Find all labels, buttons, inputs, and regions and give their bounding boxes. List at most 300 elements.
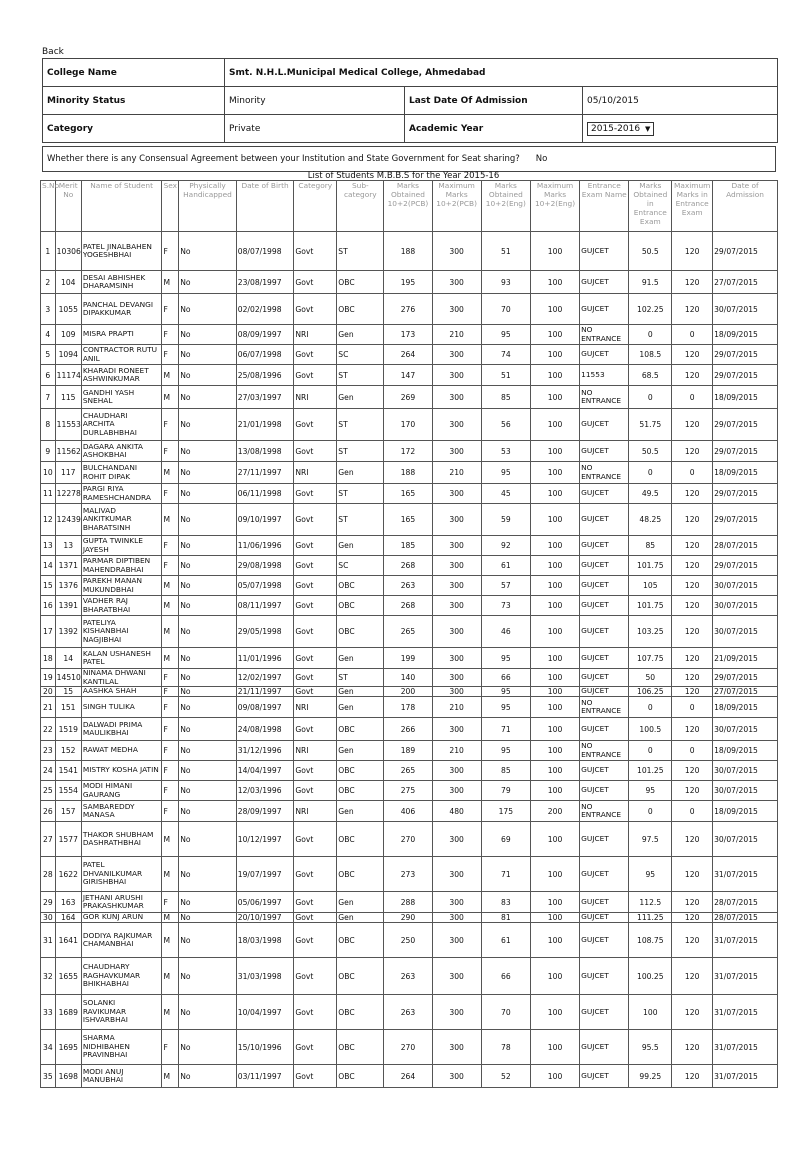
table-cell: PAREKH MANAN MUKUNDBHAI <box>81 576 162 596</box>
table-cell: No <box>179 271 237 294</box>
table-cell: Gen <box>337 741 384 761</box>
table-cell: 120 <box>672 718 713 741</box>
table-cell: 170 <box>384 409 432 441</box>
table-cell: 29/07/2015 <box>713 232 778 271</box>
table-cell: 18/09/2015 <box>713 801 778 822</box>
table-cell: Govt <box>294 913 337 923</box>
table-cell: 09/08/1997 <box>236 697 294 718</box>
table-cell: 35 <box>41 1065 56 1088</box>
table-cell: NO ENTRANCE <box>580 741 629 761</box>
table-cell: GUJCET <box>580 669 629 687</box>
table-cell: No <box>179 697 237 718</box>
table-cell: Gen <box>337 801 384 822</box>
table-row <box>41 232 778 271</box>
table-cell: 28/07/2015 <box>713 536 778 556</box>
list-title: List of Students M.B.B.S for the Year 2015-16 <box>307 171 500 181</box>
category-label: Category <box>43 115 225 143</box>
table-cell: F <box>162 801 179 822</box>
table-cell: F <box>162 345 179 365</box>
table-cell: 10306 <box>55 232 81 271</box>
table-cell: GUJCET <box>580 958 629 995</box>
table-cell: 19 <box>41 669 56 687</box>
table-cell: OBC <box>337 995 384 1030</box>
table-cell: 300 <box>432 923 481 958</box>
table-cell: 95.5 <box>629 1030 672 1065</box>
table-cell: 27/07/2015 <box>713 271 778 294</box>
table-cell: 4 <box>41 325 56 345</box>
table-cell: 29/07/2015 <box>713 345 778 365</box>
table-cell: No <box>179 958 237 995</box>
table-row <box>41 484 778 504</box>
table-cell: 0 <box>629 462 672 484</box>
table-cell: 288 <box>384 892 432 913</box>
table-cell: Govt <box>294 365 337 386</box>
table-cell: 106.25 <box>629 687 672 697</box>
table-cell: OBC <box>337 271 384 294</box>
table-cell: 95 <box>481 325 530 345</box>
table-cell: 100 <box>629 995 672 1030</box>
table-cell: ST <box>337 409 384 441</box>
table-row <box>41 801 778 822</box>
table-cell: No <box>179 741 237 761</box>
table-cell: Govt <box>294 556 337 576</box>
table-cell: 15 <box>55 687 81 697</box>
table-cell: 100 <box>530 995 579 1030</box>
table-cell: 100.5 <box>629 718 672 741</box>
table-row <box>41 596 778 616</box>
table-cell: GUJCET <box>580 857 629 892</box>
table-cell: No <box>179 462 237 484</box>
agreement-value: No <box>535 154 548 164</box>
table-cell: 18/09/2015 <box>713 386 778 409</box>
table-cell: 06/07/1998 <box>236 345 294 365</box>
table-cell: 29/07/2015 <box>713 409 778 441</box>
table-cell: 29/08/1998 <box>236 556 294 576</box>
table-cell: 30/07/2015 <box>713 576 778 596</box>
seat-sharing-agreement <box>42 146 776 172</box>
table-cell: M <box>162 576 179 596</box>
table-cell: Govt <box>294 923 337 958</box>
table-cell: 79 <box>481 781 530 801</box>
table-cell: GUJCET <box>580 1065 629 1088</box>
table-cell: CHAUDHARY RAGHAVKUMAR BHIKHABHAI <box>81 958 162 995</box>
table-cell: SOLANKI RAVIKUMAR ISHVARBHAI <box>81 995 162 1030</box>
column-header: Date of Birth <box>236 181 294 232</box>
table-cell: 269 <box>384 386 432 409</box>
table-cell: BULCHANDANI ROHIT DIPAK <box>81 462 162 484</box>
table-cell: F <box>162 232 179 271</box>
table-cell: 0 <box>672 462 713 484</box>
table-cell: 51.75 <box>629 409 672 441</box>
table-cell: 03/11/1997 <box>236 1065 294 1088</box>
table-cell: 1391 <box>55 596 81 616</box>
table-cell: Govt <box>294 1030 337 1065</box>
academic-year-select[interactable] <box>587 122 654 136</box>
table-cell: 100 <box>530 958 579 995</box>
table-cell: CONTRACTOR RUTU ANIL <box>81 345 162 365</box>
table-cell: Govt <box>294 576 337 596</box>
table-cell: 05/07/1998 <box>236 576 294 596</box>
college-info-table <box>42 58 778 143</box>
table-cell: 15 <box>41 576 56 596</box>
table-cell: 120 <box>672 648 713 669</box>
table-cell: 11174 <box>55 365 81 386</box>
table-cell: 120 <box>672 761 713 781</box>
table-cell: 3 <box>41 294 56 325</box>
table-cell: 30/07/2015 <box>713 294 778 325</box>
table-row <box>41 462 778 484</box>
table-cell: 300 <box>432 718 481 741</box>
table-cell: 68.5 <box>629 365 672 386</box>
table-cell: 100 <box>530 822 579 857</box>
table-cell: 1 <box>41 232 56 271</box>
table-cell: 74 <box>481 345 530 365</box>
table-cell: No <box>179 345 237 365</box>
table-cell: 100 <box>530 1030 579 1065</box>
table-cell: 120 <box>672 1065 713 1088</box>
table-cell: 52 <box>481 1065 530 1088</box>
column-header: Marks Obtained 10+2(Eng) <box>481 181 530 232</box>
academic-year-label: Academic Year <box>405 115 583 143</box>
table-cell: 200 <box>530 801 579 822</box>
back-link[interactable]: Back <box>42 47 64 57</box>
column-header: Category <box>294 181 337 232</box>
table-cell: 2 <box>41 271 56 294</box>
table-cell: Gen <box>337 536 384 556</box>
table-cell: 100 <box>530 697 579 718</box>
table-cell: PANCHAL DEVANGI DIPAKKUMAR <box>81 294 162 325</box>
table-cell: GUJCET <box>580 409 629 441</box>
table-cell: 152 <box>55 741 81 761</box>
table-cell: 120 <box>672 669 713 687</box>
table-row <box>41 648 778 669</box>
table-cell: 0 <box>629 386 672 409</box>
table-cell: No <box>179 781 237 801</box>
table-cell: 66 <box>481 669 530 687</box>
table-cell: 157 <box>55 801 81 822</box>
table-cell: 266 <box>384 718 432 741</box>
table-cell: 1689 <box>55 995 81 1030</box>
table-cell: 78 <box>481 1030 530 1065</box>
table-cell: GUJCET <box>580 1030 629 1065</box>
table-cell: 195 <box>384 271 432 294</box>
table-cell: Govt <box>294 232 337 271</box>
table-cell: RAWAT MEDHA <box>81 741 162 761</box>
table-cell: 189 <box>384 741 432 761</box>
table-cell: 100 <box>530 687 579 697</box>
table-cell: 23 <box>41 741 56 761</box>
table-cell: 18 <box>41 648 56 669</box>
table-cell: 120 <box>672 365 713 386</box>
table-cell: M <box>162 1065 179 1088</box>
table-cell: No <box>179 484 237 504</box>
table-cell: No <box>179 1030 237 1065</box>
table-cell: GUJCET <box>580 504 629 536</box>
table-cell: 120 <box>672 958 713 995</box>
table-cell: 199 <box>384 648 432 669</box>
table-row <box>41 761 778 781</box>
table-cell: 46 <box>481 616 530 648</box>
table-cell: ST <box>337 232 384 271</box>
table-cell: 100 <box>530 345 579 365</box>
table-cell: 29/07/2015 <box>713 441 778 462</box>
table-cell: 21/01/1998 <box>236 409 294 441</box>
table-cell: 21/11/1997 <box>236 687 294 697</box>
column-header: Sex <box>162 181 179 232</box>
table-cell: NO ENTRANCE <box>580 325 629 345</box>
table-body <box>41 232 778 1088</box>
table-cell: DAGARA ANKITA ASHOKBHAI <box>81 441 162 462</box>
table-cell: 31/12/1996 <box>236 741 294 761</box>
table-cell: 18/09/2015 <box>713 325 778 345</box>
table-cell: 270 <box>384 822 432 857</box>
table-cell: 25/08/1996 <box>236 365 294 386</box>
table-cell: 49.5 <box>629 484 672 504</box>
table-cell: 300 <box>432 857 481 892</box>
table-cell: GUJCET <box>580 536 629 556</box>
table-cell: 20/10/1997 <box>236 913 294 923</box>
table-cell: F <box>162 761 179 781</box>
table-cell: 112.5 <box>629 892 672 913</box>
table-cell: 120 <box>672 857 713 892</box>
table-cell: 100 <box>530 1065 579 1088</box>
table-cell: 95 <box>481 741 530 761</box>
table-cell: 20 <box>41 687 56 697</box>
table-cell: 50 <box>629 669 672 687</box>
table-cell: 29/07/2015 <box>713 669 778 687</box>
table-row <box>41 741 778 761</box>
table-cell: 0 <box>672 386 713 409</box>
table-cell: 101.25 <box>629 761 672 781</box>
table-cell: 26 <box>41 801 56 822</box>
table-row <box>41 365 778 386</box>
table-cell: Gen <box>337 913 384 923</box>
table-cell: GUJCET <box>580 718 629 741</box>
table-cell: 22 <box>41 718 56 741</box>
table-cell: 300 <box>432 781 481 801</box>
table-cell: 120 <box>672 232 713 271</box>
column-header: Physically Handicapped <box>179 181 237 232</box>
table-cell: 300 <box>432 1065 481 1088</box>
table-cell: 13/08/1998 <box>236 441 294 462</box>
table-cell: 27/07/2015 <box>713 687 778 697</box>
table-cell: 29 <box>41 892 56 913</box>
column-header: Marks Obtained 10+2(PCB) <box>384 181 432 232</box>
table-cell: No <box>179 857 237 892</box>
table-row <box>41 923 778 958</box>
table-cell: 120 <box>672 409 713 441</box>
table-cell: No <box>179 648 237 669</box>
column-header: Marks Obtained in Entrance Exam <box>629 181 672 232</box>
table-cell: No <box>179 718 237 741</box>
table-cell: DODIYA RAJKUMAR CHAMANBHAI <box>81 923 162 958</box>
table-cell: 100 <box>530 741 579 761</box>
table-cell: SHARMA NIDHIBAHEN PRAVINBHAI <box>81 1030 162 1065</box>
table-cell: 100 <box>530 857 579 892</box>
table-cell: No <box>179 669 237 687</box>
table-cell: 50.5 <box>629 232 672 271</box>
table-cell: 31/07/2015 <box>713 1065 778 1088</box>
table-cell: M <box>162 504 179 536</box>
table-cell: 10 <box>41 462 56 484</box>
table-cell: 08/11/1997 <box>236 596 294 616</box>
table-cell: 30/07/2015 <box>713 761 778 781</box>
table-cell: 08/07/1998 <box>236 232 294 271</box>
table-cell: 11/01/1996 <box>236 648 294 669</box>
table-cell: M <box>162 913 179 923</box>
table-cell: 31 <box>41 923 56 958</box>
table-cell: 24 <box>41 761 56 781</box>
table-cell: VADHER RAJ BHARATBHAI <box>81 596 162 616</box>
table-cell: 0 <box>629 741 672 761</box>
table-cell: 23/08/1997 <box>236 271 294 294</box>
table-cell: 66 <box>481 958 530 995</box>
table-cell: ST <box>337 365 384 386</box>
table-cell: 100 <box>530 616 579 648</box>
table-cell: 18/03/1998 <box>236 923 294 958</box>
table-row <box>41 345 778 365</box>
table-cell: 268 <box>384 596 432 616</box>
table-row <box>41 386 778 409</box>
table-cell: 12 <box>41 504 56 536</box>
table-row <box>41 781 778 801</box>
table-cell: NRI <box>294 325 337 345</box>
table-cell: DESAI ABHISHEK DHARAMSINH <box>81 271 162 294</box>
table-cell: Govt <box>294 892 337 913</box>
table-cell: GUJCET <box>580 596 629 616</box>
table-cell: 300 <box>432 913 481 923</box>
table-cell: Govt <box>294 761 337 781</box>
table-cell: 300 <box>432 648 481 669</box>
table-cell: NO ENTRANCE <box>580 386 629 409</box>
table-cell: 120 <box>672 616 713 648</box>
table-row <box>41 718 778 741</box>
academic-year-cell <box>583 115 778 143</box>
table-cell: 18/09/2015 <box>713 462 778 484</box>
table-cell: F <box>162 687 179 697</box>
table-cell: F <box>162 718 179 741</box>
table-cell: 300 <box>432 576 481 596</box>
table-cell: SAMBAREDDY MANASA <box>81 801 162 822</box>
table-cell: 30/07/2015 <box>713 596 778 616</box>
table-cell: 300 <box>432 596 481 616</box>
table-cell: No <box>179 365 237 386</box>
table-cell: NRI <box>294 741 337 761</box>
table-cell: PARMAR DIPTIBEN MAHENDRABHAI <box>81 556 162 576</box>
table-cell: ST <box>337 484 384 504</box>
table-cell: 1519 <box>55 718 81 741</box>
table-cell: No <box>179 232 237 271</box>
table-cell: 164 <box>55 913 81 923</box>
table-cell: 300 <box>432 294 481 325</box>
table-cell: M <box>162 616 179 648</box>
table-cell: 100 <box>530 325 579 345</box>
table-cell: 1695 <box>55 1030 81 1065</box>
table-cell: 28/07/2015 <box>713 892 778 913</box>
column-header: Merit No <box>55 181 81 232</box>
table-row <box>41 958 778 995</box>
table-cell: Govt <box>294 781 337 801</box>
table-cell: 147 <box>384 365 432 386</box>
table-cell: 1554 <box>55 781 81 801</box>
table-cell: No <box>179 995 237 1030</box>
table-cell: 31/03/1998 <box>236 958 294 995</box>
table-cell: Govt <box>294 995 337 1030</box>
table-cell: 300 <box>432 822 481 857</box>
table-cell: 10/04/1997 <box>236 995 294 1030</box>
table-cell: 300 <box>432 669 481 687</box>
table-cell: 120 <box>672 576 713 596</box>
table-cell: 14/04/1997 <box>236 761 294 781</box>
table-cell: OBC <box>337 596 384 616</box>
table-cell: 265 <box>384 616 432 648</box>
table-cell: 120 <box>672 345 713 365</box>
table-cell: 11553 <box>580 365 629 386</box>
column-header: Entrance Exam Name <box>580 181 629 232</box>
table-cell: 34 <box>41 1030 56 1065</box>
table-cell: M <box>162 386 179 409</box>
table-row <box>41 271 778 294</box>
table-cell: M <box>162 923 179 958</box>
table-cell: No <box>179 504 237 536</box>
academic-year-selected: 2015-2016 <box>591 123 641 134</box>
table-cell: No <box>179 913 237 923</box>
table-cell: 108.75 <box>629 923 672 958</box>
table-cell: 1541 <box>55 761 81 781</box>
table-cell: 59 <box>481 504 530 536</box>
table-cell: 172 <box>384 441 432 462</box>
table-cell: MODI ANUJ MANUBHAI <box>81 1065 162 1088</box>
table-cell: 108.5 <box>629 345 672 365</box>
table-cell: 120 <box>672 995 713 1030</box>
table-cell: 100 <box>530 669 579 687</box>
table-cell: 111.25 <box>629 913 672 923</box>
table-cell: 06/11/1998 <box>236 484 294 504</box>
table-cell: Govt <box>294 687 337 697</box>
table-row <box>41 822 778 857</box>
table-cell: 11562 <box>55 441 81 462</box>
table-cell: 300 <box>432 271 481 294</box>
table-cell: 85 <box>481 386 530 409</box>
minority-status-label: Minority Status <box>43 87 225 115</box>
table-cell: 120 <box>672 687 713 697</box>
table-cell: 30 <box>41 913 56 923</box>
table-cell: 165 <box>384 504 432 536</box>
college-name-value: Smt. N.H.L.Municipal Medical College, Ahmedabad <box>225 59 778 87</box>
table-cell: SINGH TULIKA <box>81 697 162 718</box>
table-cell: OBC <box>337 958 384 995</box>
table-cell: Gen <box>337 648 384 669</box>
table-cell: 28/09/1997 <box>236 801 294 822</box>
table-cell: GUJCET <box>580 648 629 669</box>
table-cell: 95 <box>481 697 530 718</box>
table-cell: 69 <box>481 822 530 857</box>
table-cell: M <box>162 462 179 484</box>
table-cell: 93 <box>481 271 530 294</box>
table-cell: Gen <box>337 697 384 718</box>
table-cell: M <box>162 596 179 616</box>
table-cell: F <box>162 741 179 761</box>
table-cell: JETHANI ARUSHI PRAKASHKUMAR <box>81 892 162 913</box>
table-cell: 1371 <box>55 556 81 576</box>
table-cell: 100 <box>530 441 579 462</box>
table-cell: Govt <box>294 441 337 462</box>
table-cell: 120 <box>672 556 713 576</box>
table-cell: ST <box>337 504 384 536</box>
table-cell: 5 <box>41 345 56 365</box>
table-cell: 300 <box>432 484 481 504</box>
table-cell: M <box>162 271 179 294</box>
